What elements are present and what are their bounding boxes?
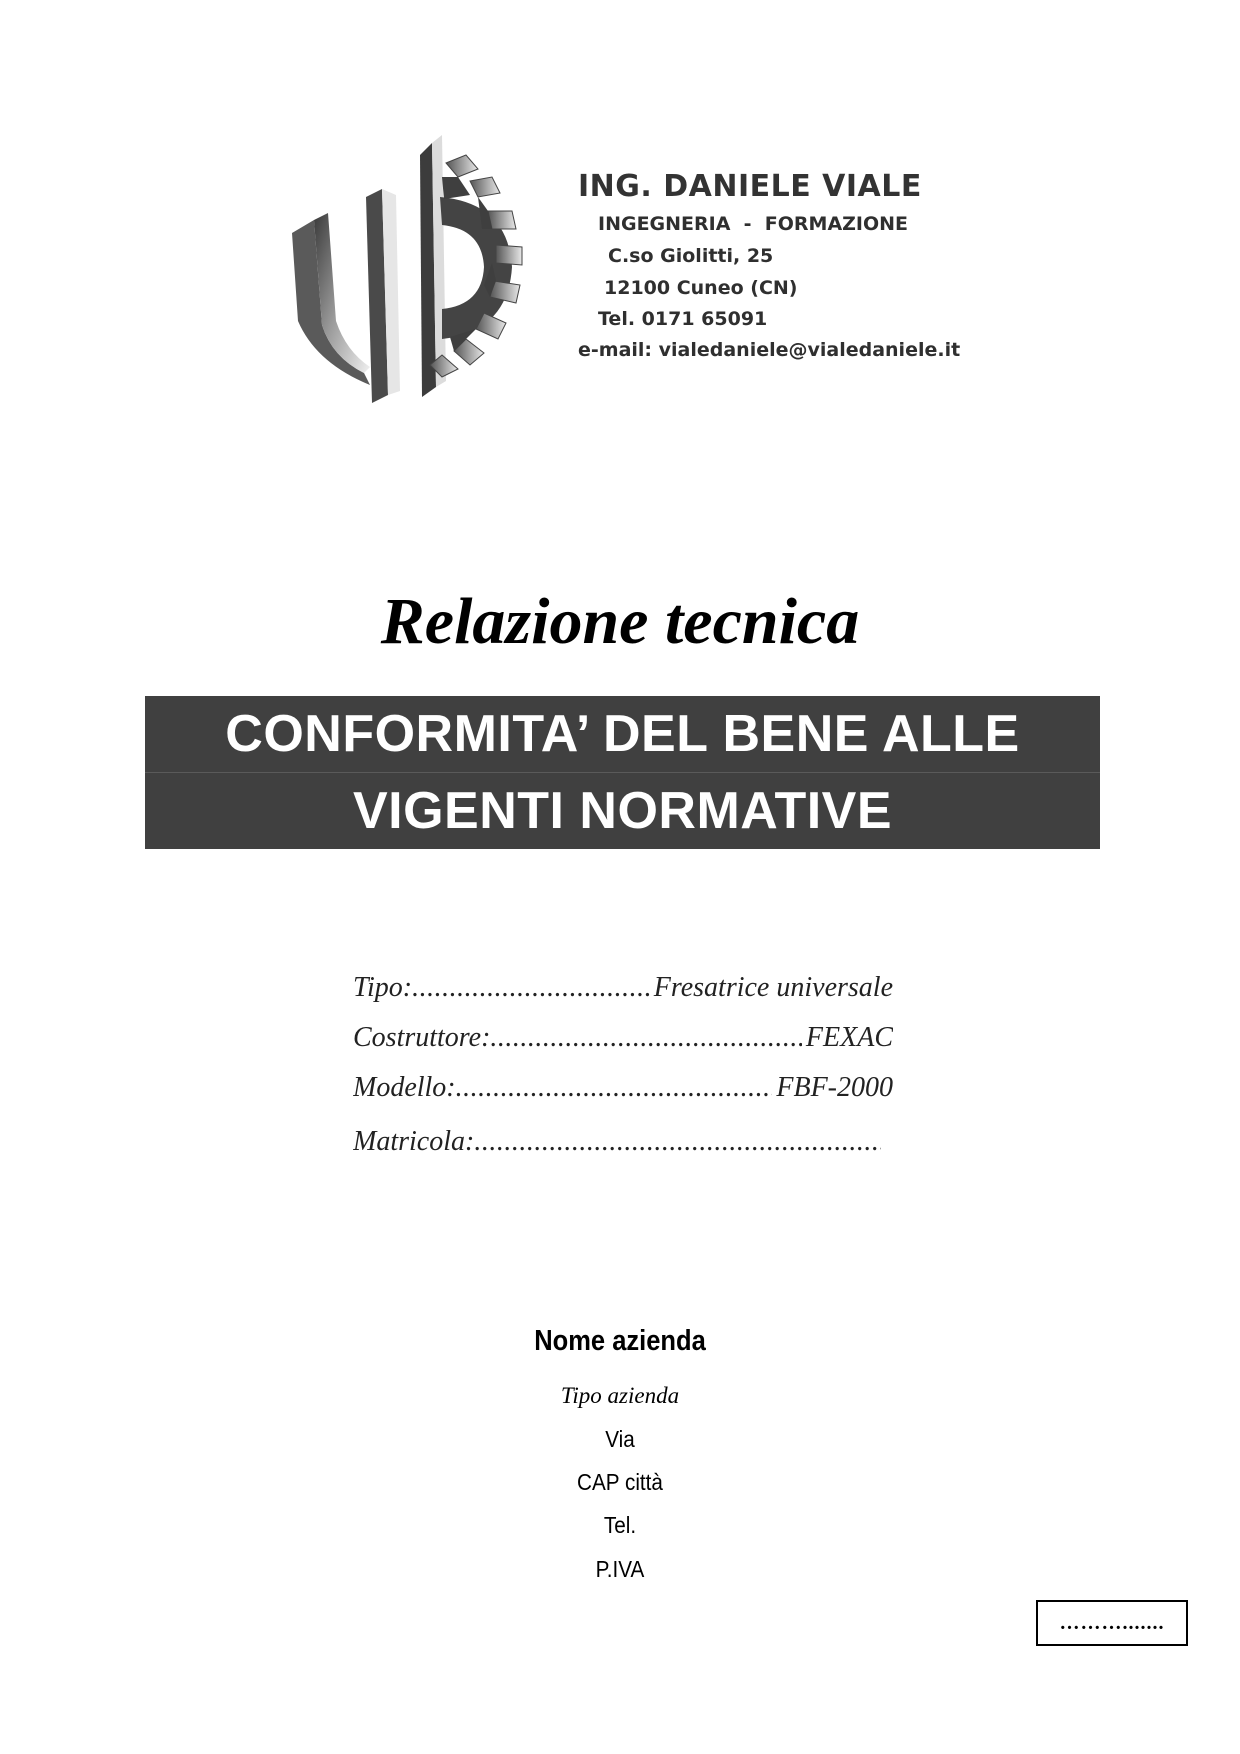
spec-row-costruttore — [353, 1018, 893, 1058]
company-name: Nome azienda — [534, 1325, 706, 1357]
banner-line-1: CONFORMITA’ DEL BENE ALLE — [225, 705, 1020, 763]
banner-line-2: VIGENTI NORMATIVE — [352, 782, 893, 840]
spec-value: FEXAC — [805, 1022, 893, 1053]
spec-label: Costruttore: — [353, 1022, 491, 1053]
spec-row-modello — [353, 1068, 893, 1108]
company-address: Via — [605, 1426, 635, 1452]
company-type: Tipo azienda — [560, 1383, 680, 1408]
dot-leader — [456, 1068, 773, 1108]
company-vat: P.IVA — [595, 1556, 645, 1582]
document-title: Relazione tecnica — [380, 585, 860, 658]
letterhead-name: ING. DANIELE VIALE — [578, 169, 922, 204]
company-logo — [292, 125, 572, 410]
spec-label: Matricola: — [353, 1126, 475, 1157]
letterhead-subtitle: INGEGNERIA - FORMAZIONE — [598, 213, 909, 235]
dot-leader — [412, 968, 650, 1008]
page-number-box: ………....... — [1036, 1600, 1188, 1646]
spec-value — [881, 1122, 885, 1162]
company-phone: Tel. — [603, 1512, 637, 1538]
spec-label: Tipo: — [353, 972, 413, 1003]
spec-row-tipo — [353, 968, 893, 1008]
letterhead-city: 12100 Cuneo (CN) — [604, 277, 798, 299]
dot-leader — [490, 1018, 801, 1058]
spec-label: Modello: — [353, 1072, 456, 1103]
spec-row-matricola — [353, 1122, 885, 1162]
title-banner — [145, 696, 1100, 849]
spec-value: FBF-2000 — [776, 1072, 893, 1103]
dot-leader — [474, 1122, 881, 1162]
letterhead-phone: Tel. 0171 65091 — [598, 308, 768, 330]
letterhead-street: C.so Giolitti, 25 — [608, 245, 774, 267]
letterhead-email: e-mail: vialedaniele@vialedaniele.it — [578, 339, 961, 361]
spec-value: Fresatrice universale — [653, 972, 893, 1003]
company-city: CAP città — [577, 1469, 663, 1495]
